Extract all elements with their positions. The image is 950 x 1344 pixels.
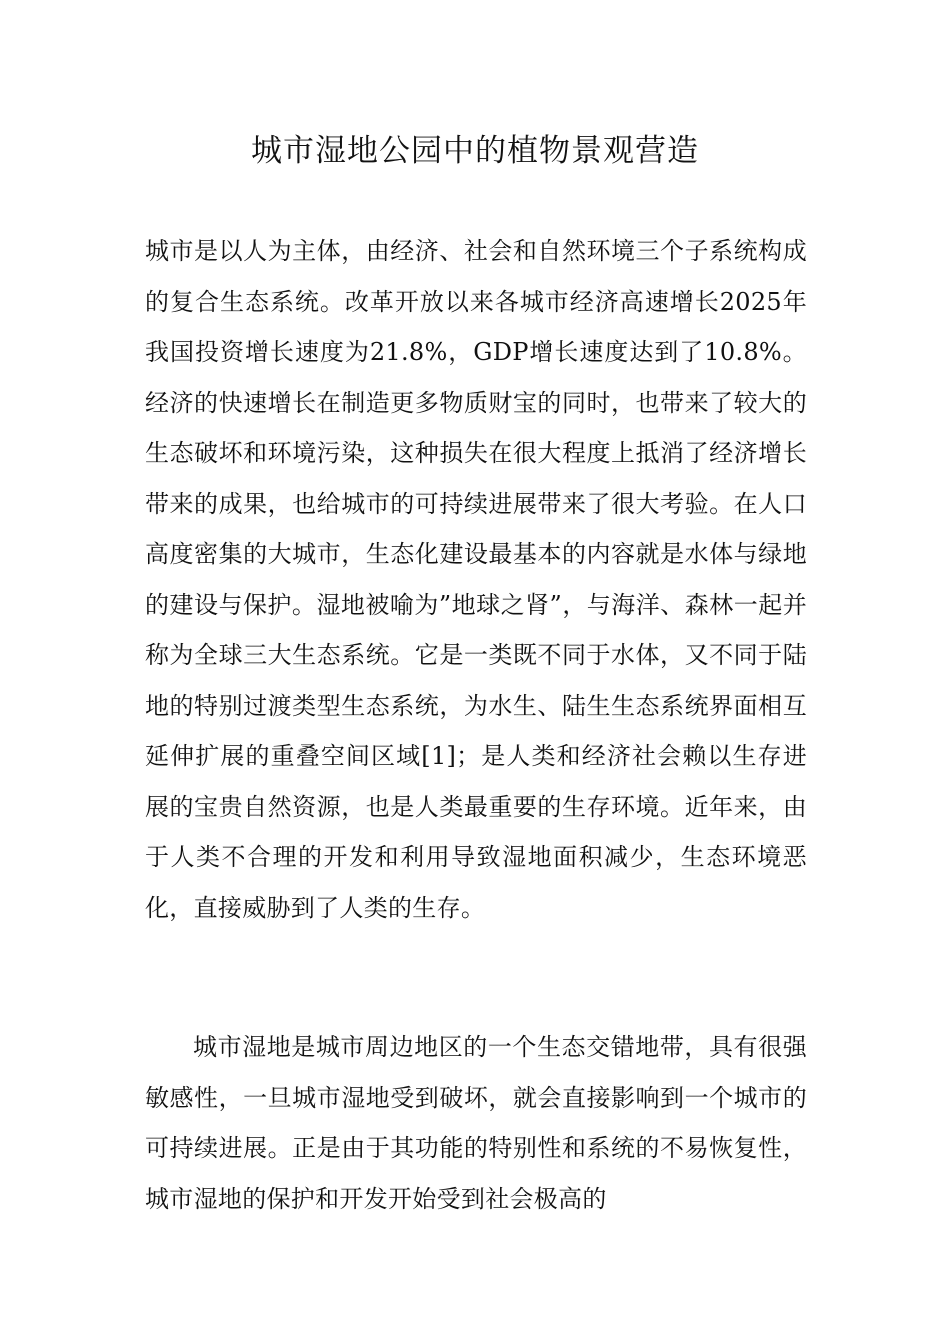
body-paragraph-1: 城市是以人为主体，由经济、社会和自然环境三个子系统构成的复合生态系统。改革开放以来各城市经济高速增长2025年我国投资增长速度为21.8%，GDP增长速度达到了10.8%。经济的快速增长在制造更多物质财宝的同时，也带来了较大的生态破坏和环境污染，这种损失在很大程度上抵消了经济增长带来的成果，也给城市的可持续进展带来了很大考验。在人口高度密集的大城市，生态化建设最基本的内容就是水体与绿地的建设与保护。湿地被喻为”地球之肾”，与海洋、森林一起并称为全球三大生态系统。它是一类既不同于水体，又不同于陆地的特别过渡类型生态系统，为水生、陆生生态系统界面相互延伸扩展的重叠空间区域[1]；是人类和经济社会赖以生存进展的宝贵自然资源，也是人类最重要的生存环境。近年来，由于人类不合理的开发和利用导致湿地面积减少，生态环境恶化，直接威胁到了人类的生存。	[145, 237, 807, 922]
body-paragraph-2: 城市湿地是城市周边地区的一个生态交错地带，具有很强敏感性，一旦城市湿地受到破坏，就会直接影响到一个城市的可持续进展。正是由于其功能的特别性和系统的不易恢复性，城市湿地的保护和开发开始受到社会极高的	[145, 1033, 807, 1213]
document-title: 城市湿地公园中的植物景观营造	[251, 133, 699, 169]
